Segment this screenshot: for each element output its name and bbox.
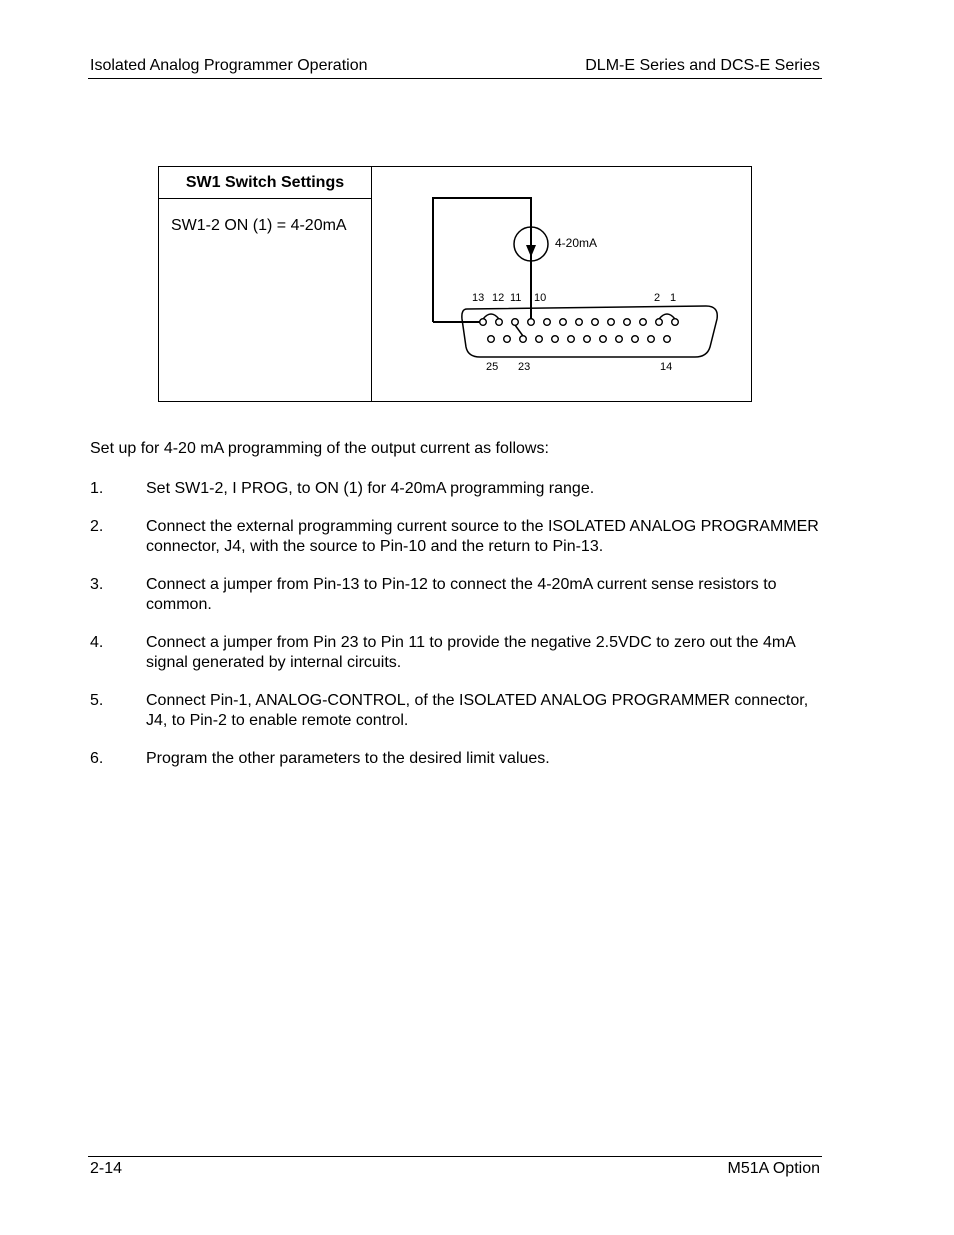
pin-12 — [496, 319, 503, 326]
pin-19 — [584, 336, 591, 343]
step-text: Program the other parameters to the desired limit values. — [146, 750, 550, 767]
pin-13 — [480, 319, 487, 326]
footer-option-name: M51A Option — [727, 1160, 820, 1177]
step-number: 1. — [90, 480, 104, 497]
pin-1 — [672, 319, 679, 326]
procedure-steps — [90, 479, 820, 787]
connector-diagram — [372, 167, 751, 401]
pin-6 — [592, 319, 599, 326]
pin-label-12: 12 — [492, 292, 505, 304]
page-footer — [88, 1156, 822, 1177]
pin-label-1: 1 — [670, 292, 677, 304]
pin-21 — [552, 336, 559, 343]
pin-16 — [632, 336, 639, 343]
pin-label-13: 13 — [472, 292, 485, 304]
step-item — [90, 479, 820, 499]
pin-10 — [528, 319, 535, 326]
step-number: 6. — [90, 750, 104, 767]
switch-settings-table — [159, 167, 372, 401]
connector-shell — [462, 306, 717, 357]
step-text: Connect a jumper from Pin-13 to Pin-12 to connect the 4-20mA current sense resistors to common. — [146, 576, 777, 613]
wiring-figure — [158, 166, 752, 402]
step-item — [90, 575, 820, 615]
pin-17 — [616, 336, 623, 343]
pin-20 — [568, 336, 575, 343]
step-text: Connect the external programming current source to the ISOLATED ANALOG PROGRAMMER connector, J4, with the source to Pin-10 and the return to Pin-13. — [146, 518, 819, 555]
pin-18 — [600, 336, 607, 343]
pin-25 — [488, 336, 495, 343]
source-label: 4-20mA — [555, 236, 598, 250]
pin-24 — [504, 336, 511, 343]
step-item — [90, 633, 820, 673]
pin-15 — [648, 336, 655, 343]
pin-label-2: 2 — [654, 292, 661, 304]
pin-7 — [576, 319, 583, 326]
pin-14 — [664, 336, 671, 343]
connector-wiring-svg — [372, 167, 751, 401]
step-text: Connect a jumper from Pin 23 to Pin 11 to provide the negative 2.5VDC to zero out the 4mA signal generated by internal circuits. — [146, 634, 795, 671]
pin-5 — [608, 319, 615, 326]
pin-label-25: 25 — [486, 361, 499, 373]
step-text: Connect Pin-1, ANALOG-CONTROL, of the ISOLATED ANALOG PROGRAMMER connector, J4, to Pin-2 to enable remote control. — [146, 692, 809, 729]
pin-3 — [640, 319, 647, 326]
pin-4 — [624, 319, 631, 326]
step-number: 3. — [90, 576, 104, 593]
pin-8 — [560, 319, 567, 326]
pin-11 — [512, 319, 519, 326]
pin-2 — [656, 319, 663, 326]
pin-label-23: 23 — [518, 361, 531, 373]
pin-label-14: 14 — [660, 361, 673, 373]
page-header — [88, 56, 822, 79]
page-number: 2-14 — [90, 1160, 123, 1177]
pin-label-11: 11 — [510, 292, 522, 304]
intro-paragraph: Set up for 4-20 mA programming of the output current as follows: — [90, 440, 549, 457]
jumper-13-12 — [483, 314, 499, 319]
step-item — [90, 517, 820, 557]
step-item — [90, 749, 820, 769]
pin-label-10: 10 — [534, 292, 547, 304]
pin-22 — [536, 336, 543, 343]
step-number: 4. — [90, 634, 104, 651]
bottom-pin-row — [488, 336, 671, 343]
step-text: Set SW1-2, I PROG, to ON (1) for 4-20mA programming range. — [146, 480, 595, 497]
step-number: 5. — [90, 692, 104, 709]
header-product-series: DLM-E Series and DCS-E Series — [585, 57, 820, 74]
jumper-23-11 — [515, 325, 523, 336]
switch-setting-value: SW1-2 ON (1) = 4-20mA — [171, 217, 347, 234]
step-item — [90, 691, 820, 731]
jumper-2-1 — [659, 314, 675, 319]
header-section-title: Isolated Analog Programmer Operation — [90, 57, 368, 74]
top-pin-row — [480, 319, 679, 326]
step-number: 2. — [90, 518, 104, 535]
switch-settings-header: SW1 Switch Settings — [159, 167, 371, 199]
pin-9 — [544, 319, 551, 326]
pin-23 — [520, 336, 527, 343]
